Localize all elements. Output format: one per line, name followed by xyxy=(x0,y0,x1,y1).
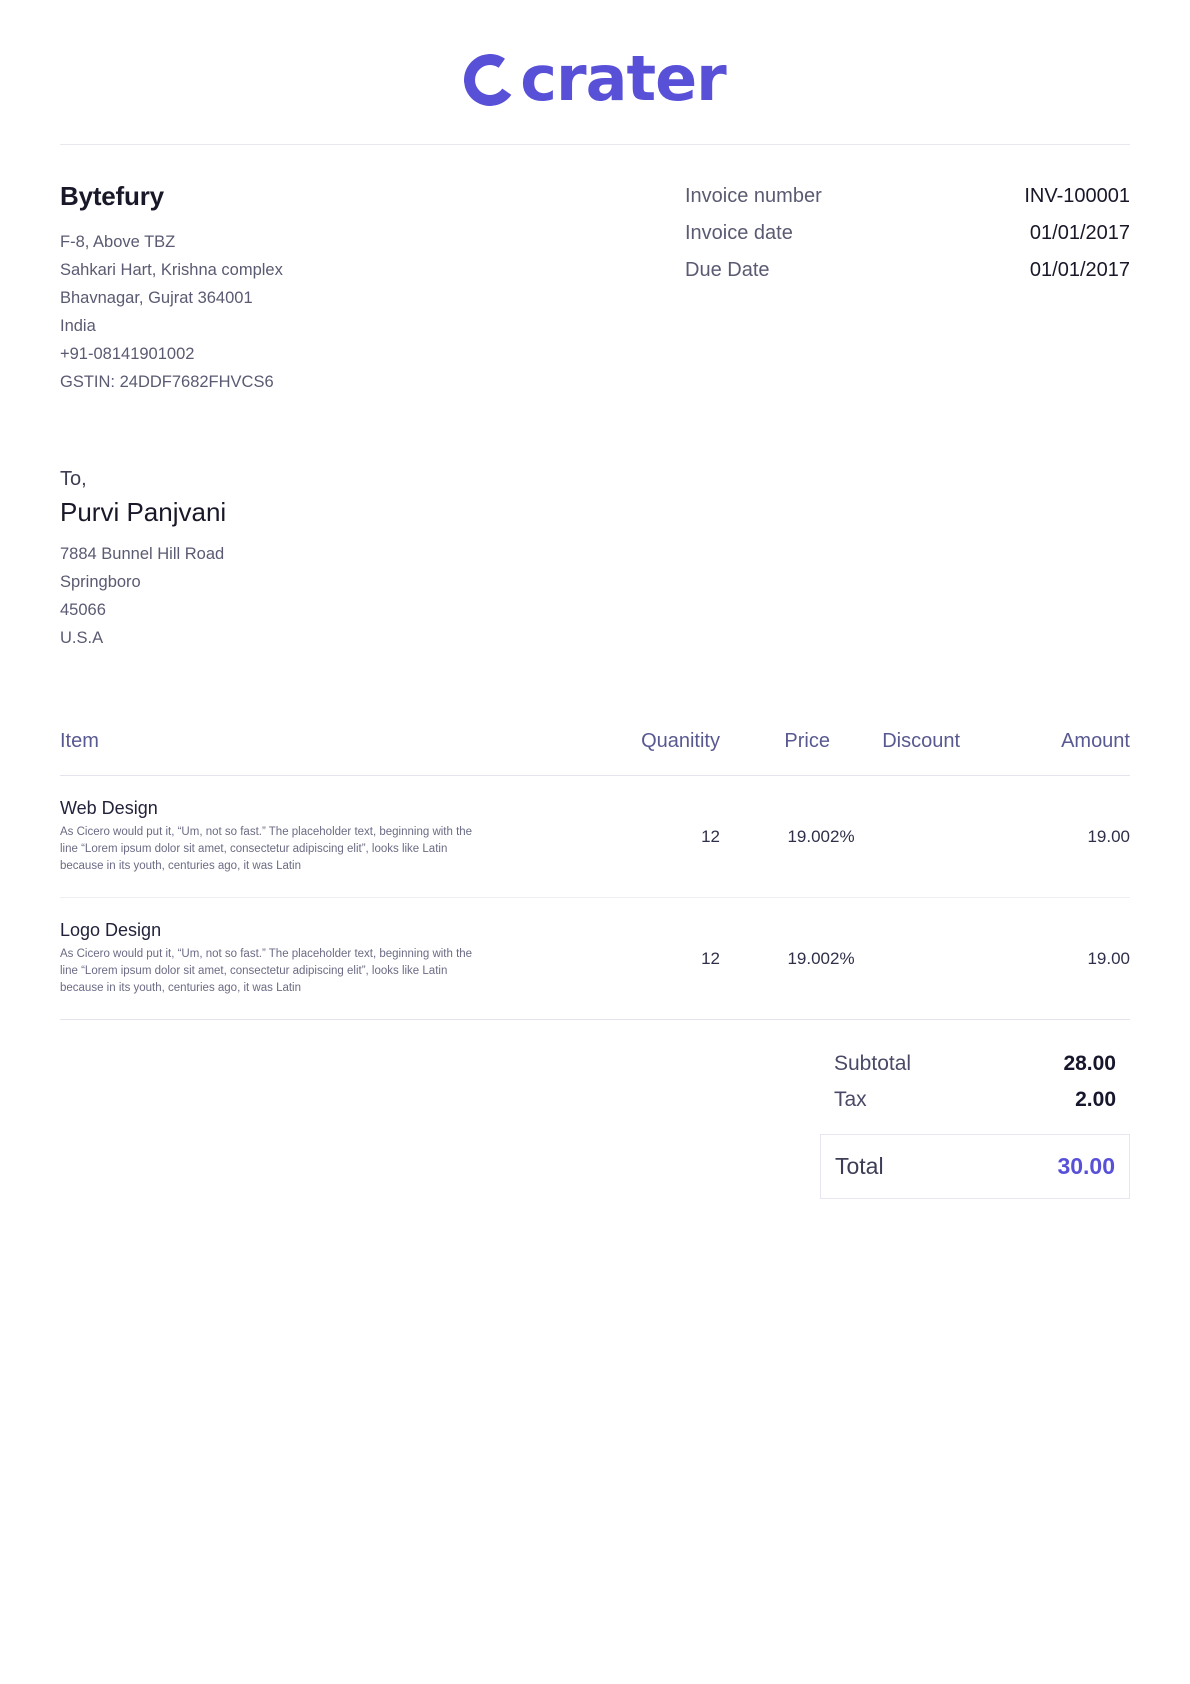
company-address-line: Sahkari Hart, Krishna complex xyxy=(60,261,283,279)
line-item-discount: 2% xyxy=(830,776,990,898)
line-item-title: Web Design xyxy=(60,798,158,818)
company-block xyxy=(60,181,283,396)
subtotal-label: Subtotal xyxy=(834,1052,912,1075)
meta-value: 01/01/2017 xyxy=(1029,222,1130,244)
meta-label: Invoice date xyxy=(685,222,793,244)
company-phone: +91-08141901002 xyxy=(60,345,195,363)
bill-to-label: To, xyxy=(60,468,87,490)
bill-to-address-line: 45066 xyxy=(60,601,106,619)
line-item-description: As Cicero would put it, “Um, not so fast.” The placeholder text, beginning with the line “Lorem ipsum dolor sit amet, consectetur adipiscing elit”, looks like Latin because in its youth, centuries ago, it was Latin xyxy=(60,826,473,872)
column-header-discount: Discount xyxy=(830,730,990,776)
meta-row-invoice-number xyxy=(685,185,1130,208)
column-header-item: Item xyxy=(60,730,600,776)
crater-logo xyxy=(464,42,726,115)
bill-to-address-line: U.S.A xyxy=(60,629,104,647)
meta-row-invoice-date xyxy=(685,222,1130,245)
header-divider xyxy=(60,144,1130,145)
tax-label: Tax xyxy=(834,1088,867,1111)
total-row xyxy=(820,1134,1130,1199)
line-item-price: 19.00 xyxy=(720,776,830,898)
line-item-amount: 19.00 xyxy=(990,898,1130,1020)
bill-to-name: Purvi Panjvani xyxy=(60,497,227,527)
line-item-price: 19.00 xyxy=(720,898,830,1020)
subtotal-value: 28.00 xyxy=(1063,1052,1116,1075)
meta-row-due-date xyxy=(685,259,1130,282)
table-row xyxy=(60,776,1130,898)
company-address-line: Bhavnagar, Gujrat 364001 xyxy=(60,289,253,307)
total-label: Total xyxy=(835,1153,884,1179)
invoice-meta xyxy=(685,181,1130,296)
meta-label: Due Date xyxy=(685,259,770,281)
bill-to-address-line: 7884 Bunnel Hill Road xyxy=(60,545,225,563)
table-header-row xyxy=(60,730,1130,776)
bill-to-block xyxy=(60,468,1130,652)
line-item-cell xyxy=(60,776,600,898)
company-name: Bytefury xyxy=(60,181,164,211)
brand-logo xyxy=(60,0,1130,144)
line-item-quantity: 12 xyxy=(600,776,720,898)
meta-value: INV-100001 xyxy=(1024,185,1130,207)
table-row xyxy=(60,898,1130,1020)
subtotal-row xyxy=(820,1046,1130,1082)
column-header-amount: Amount xyxy=(990,730,1130,776)
crater-wordmark: crater xyxy=(520,42,726,115)
column-header-price: Price xyxy=(720,730,830,776)
line-item-amount: 19.00 xyxy=(990,776,1130,898)
line-item-description: As Cicero would put it, “Um, not so fast.” The placeholder text, beginning with the line “Lorem ipsum dolor sit amet, consectetur adipiscing elit”, looks like Latin because in its youth, centuries ago, it was Latin xyxy=(60,948,473,994)
total-value: 30.00 xyxy=(1057,1153,1115,1179)
line-item-discount: 2% xyxy=(830,898,990,1020)
meta-value: 01/01/2017 xyxy=(1029,259,1130,281)
tax-row xyxy=(820,1082,1130,1118)
invoice-header-section xyxy=(60,181,1130,396)
company-gstin: GSTIN: 24DDF7682FHVCS6 xyxy=(60,373,274,391)
meta-label: Invoice number xyxy=(685,185,822,207)
tax-value: 2.00 xyxy=(1075,1088,1116,1111)
line-item-title: Logo Design xyxy=(60,920,162,940)
totals-block xyxy=(820,1046,1130,1199)
line-item-quantity: 12 xyxy=(600,898,720,1020)
column-header-quantity: Quanitity xyxy=(600,730,720,776)
company-address-line: F-8, Above TBZ xyxy=(60,233,176,251)
crater-c-icon xyxy=(460,50,520,110)
bill-to-address-line: Springboro xyxy=(60,573,141,591)
line-items-table xyxy=(60,730,1130,1020)
company-address-line: India xyxy=(60,317,96,335)
line-item-cell xyxy=(60,898,600,1020)
